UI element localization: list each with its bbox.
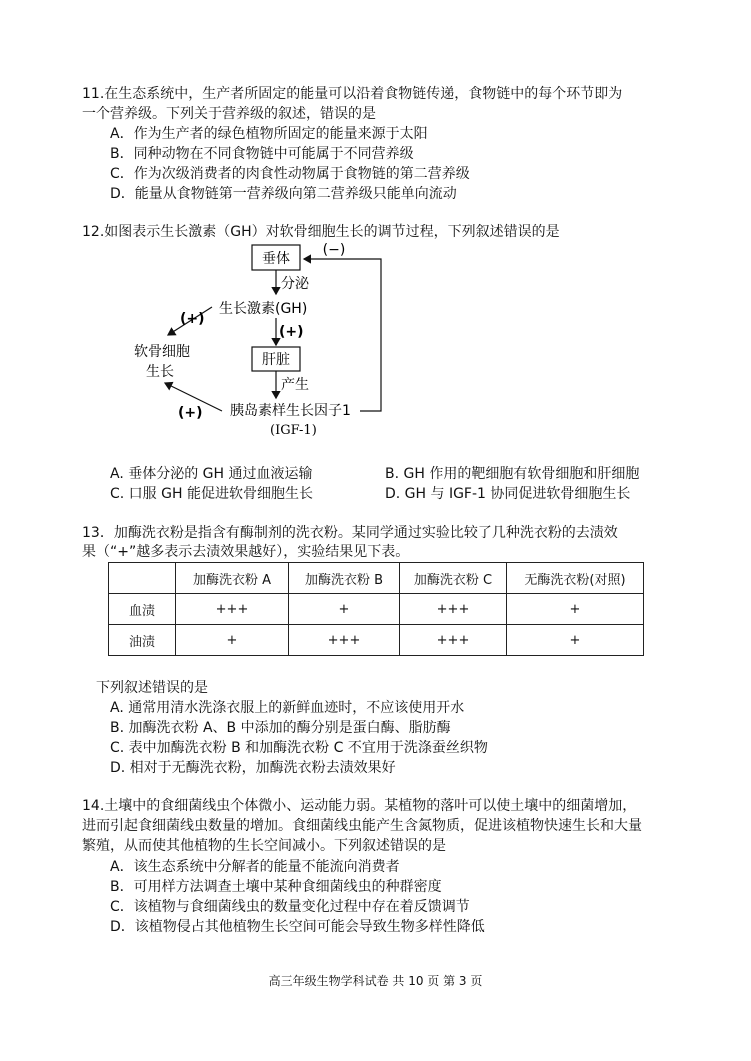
q14-option-a: A．该生态系统中分解者的能量不能流向消费者	[110, 859, 400, 875]
q12-option-d: D. GH 与 IGF-1 协同促进软骨细胞生长	[385, 486, 631, 502]
q13-stem-line2: 果（“+”越多表示去渍效果越好），实验结果见下表。	[82, 544, 410, 560]
q13-stem-line1: 13．加酶洗衣粉是指含有酶制剂的洗衣粉。某同学通过实验比较了几种洗衣粉的去渍效	[82, 525, 618, 541]
q11-option-b: B．同种动物在不同食物链中可能属于不同营养级	[110, 146, 414, 162]
table-header-cell: 加酶洗衣粉 B	[289, 563, 400, 594]
table-cell: +++	[400, 594, 507, 625]
q11-option-c: C．作为次级消费者的肉食性动物属于食物链的第二营养级	[110, 166, 470, 182]
table-header-cell	[109, 563, 176, 594]
table-cell: +	[176, 625, 289, 656]
q13-option-c: C. 表中加酶洗衣粉 B 和加酶洗衣粉 C 不宜用于洗涤蚕丝织物	[110, 740, 488, 756]
q11-stem-line1: 11.在生态系统中，生产者所固定的能量可以沿着食物链传递，食物链中的每个环节即为	[82, 86, 623, 102]
q13-option-b: B. 加酶洗衣粉 A、B 中添加的酶分别是蛋白酶、脂肪酶	[110, 720, 451, 736]
q14-option-d: D．该植物侵占其他植物生长空间可能会导致生物多样性降低	[110, 919, 485, 935]
table-row	[109, 594, 644, 625]
gh-plus-label: (+)	[180, 311, 205, 327]
gh-label: 生长激素(GH)	[219, 301, 308, 317]
table-cell: +++	[400, 625, 507, 656]
q12-option-a: A. 垂体分泌的 GH 通过血液运输	[110, 466, 313, 482]
q14-stem-line3: 繁殖，从而使其他植物的生长空间减小。下列叙述错误的是	[82, 838, 446, 854]
cartilage-label-line2: 生长	[146, 364, 174, 380]
minus-label: (−)	[322, 242, 346, 258]
table-cell: +	[507, 594, 644, 625]
table-cell: +++	[289, 625, 400, 656]
q12-option-b: B. GH 作用的靶细胞有软骨细胞和肝细胞	[385, 466, 640, 482]
igf-label-line2: (IGF-1)	[270, 423, 317, 438]
igf-label-line1: 胰岛素样生长因子1	[230, 403, 351, 419]
gh-regulation-diagram	[0, 0, 751, 440]
q12-stem: 12.如图表示生长激素（GH）对软骨细胞生长的调节过程，下列叙述错误的是	[82, 224, 560, 240]
secrete-label: 分泌	[281, 276, 309, 292]
table-cell: +++	[176, 594, 289, 625]
q11-stem-line2: 一个营养级。下列关于营养级的叙述，错误的是	[82, 106, 376, 122]
q14-option-b: B．可用样方法调查土壤中某种食细菌线虫的种群密度	[110, 879, 442, 895]
table-header-cell: 加酶洗衣粉 A	[176, 563, 289, 594]
q14-stem-line2: 进而引起食细菌线虫数量的增加。食细菌线虫能产生含氮物质，促进该植物快速生长和大量	[82, 818, 642, 834]
q14-option-c: C．该植物与食细菌线虫的数量变化过程中存在着反馈调节	[110, 899, 470, 915]
q13-option-a: A. 通常用清水洗涤衣服上的新鲜血迹时，不应该使用开水	[110, 700, 465, 716]
produce-label: 产生	[281, 377, 309, 393]
igf-plus-label: (+)	[178, 405, 203, 421]
table-row-label: 血渍	[109, 594, 176, 625]
table-header-cell: 无酶洗衣粉(对照)	[507, 563, 644, 594]
cartilage-label-line1: 软骨细胞	[134, 344, 190, 360]
table-row	[109, 625, 644, 656]
q13-prompt: 下列叙述错误的是	[96, 680, 208, 696]
table-header-cell: 加酶洗衣粉 C	[400, 563, 507, 594]
q14-stem-line1: 14.土壤中的食细菌线虫个体微小、运动能力弱。某植物的落叶可以使土壤中的细菌增加，	[82, 798, 637, 814]
feedback-arrow	[304, 259, 381, 411]
q12-option-c: C. 口服 GH 能促进软骨细胞生长	[110, 486, 313, 502]
results-table	[108, 562, 644, 656]
table-cell: +	[289, 594, 400, 625]
page-footer: 高三年级生物学科试卷 共 10 页 第 3 页	[268, 974, 483, 988]
q11-option-d: D．能量从食物链第一营养级向第二营养级只能单向流动	[110, 186, 457, 202]
table-header-row	[109, 563, 644, 594]
q11-option-a: A．作为生产者的绿色植物所固定的能量来源于太阳	[110, 126, 428, 142]
liver-label: 肝脏	[262, 352, 290, 368]
table-cell: +	[507, 625, 644, 656]
pituitary-label: 垂体	[262, 251, 290, 267]
table-row-label: 油渍	[109, 625, 176, 656]
q13-option-d: D. 相对于无酶洗衣粉，加酶洗衣粉去渍效果好	[110, 760, 396, 776]
liver-plus-label: (+)	[279, 324, 304, 340]
